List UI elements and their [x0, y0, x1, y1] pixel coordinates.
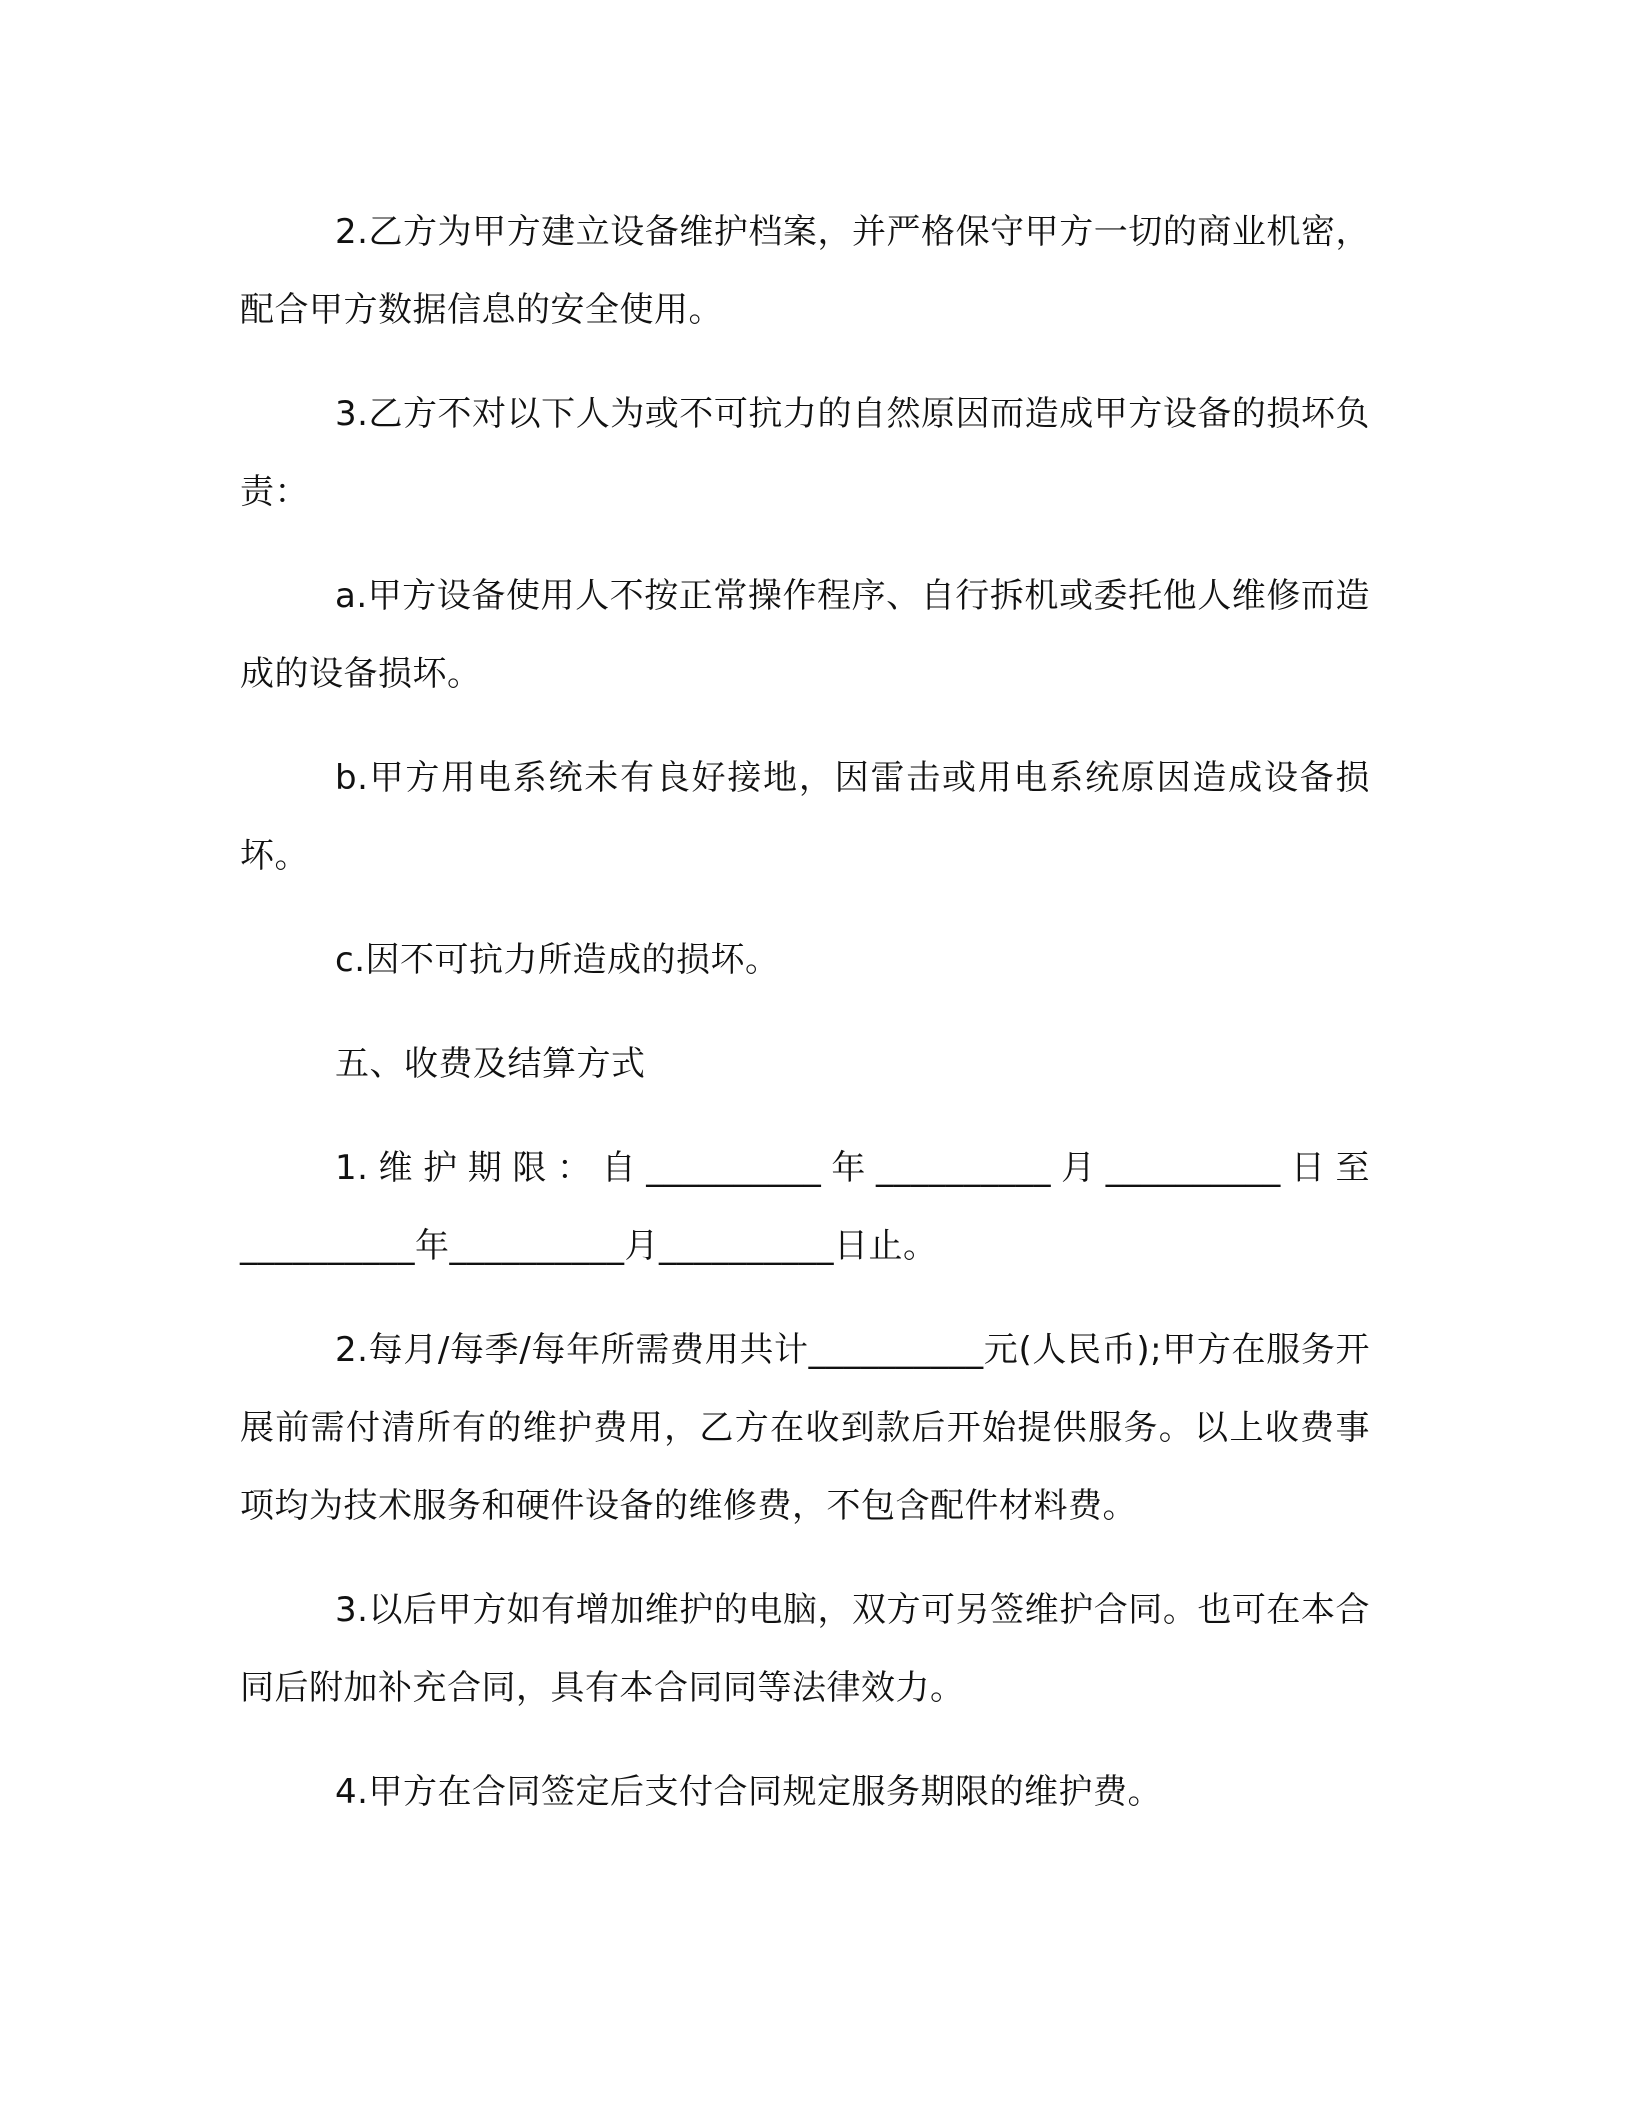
document-page: [240, 193, 1370, 1857]
fee-clause-2-cost: 2.每月/每季/每年所需费用共计__________元(人民币);甲方在服务开展前需付清所有的维护费用，乙方在收到款后开始提供服务。以上收费事项均为技术服务和硬件设备的维修费，不包含配件材料费。: [240, 1330, 1370, 1526]
section-heading-fees: 五、收费及结算方式: [335, 1044, 646, 1084]
clause-3c: c.因不可抗力所造成的损坏。: [335, 940, 780, 980]
clause-3-liability: 3.乙方不对以下人为或不可抗力的自然原因而造成甲方设备的损坏负责：: [240, 394, 1370, 512]
clause-2-archive: 2.乙方为甲方建立设备维护档案，并严格保守甲方一切的商业机密，配合甲方数据信息的安全使用。: [240, 212, 1370, 330]
clause-3b: b.甲方用电系统未有良好接地，因雷击或用电系统原因造成设备损坏。: [240, 758, 1370, 876]
fee-clause-4-payment: 4.甲方在合同签定后支付合同规定服务期限的维护费。: [335, 1772, 1162, 1812]
fee-clause-3-additional: 3.以后甲方如有增加维护的电脑，双方可另签维护合同。也可在本合同后附加补充合同，具有本合同同等法律效力。: [240, 1590, 1370, 1708]
clause-3a: a.甲方设备使用人不按正常操作程序、自行拆机或委托他人维修而造成的设备损坏。: [240, 576, 1370, 694]
fee-clause-1-period: 1.维护期限：自__________年__________月__________日至__________年__________月__________日止。: [240, 1148, 1370, 1266]
